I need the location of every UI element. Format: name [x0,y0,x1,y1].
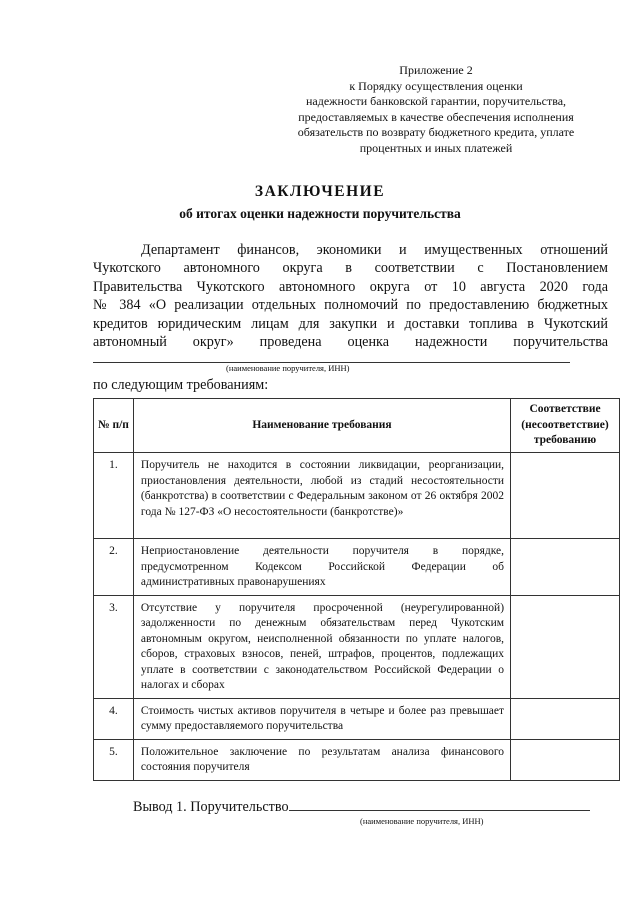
row-text: Положительное заключение по результатам анализа финансового состояния поручителя [133,739,510,780]
intro-line: Правительства Чукотского автономного округа от 10 августа 2020 года [93,278,608,295]
header-name: Наименование требования [133,399,510,453]
conclusion [133,797,590,816]
document-title: ЗАКЛЮЧЕНИЕ [254,183,386,200]
annex-line: к Порядку осуществления оценки [349,78,523,93]
requirements-intro: по следующим требованиям: [93,377,269,393]
annex-line: обязательств по возврату бюджетного кредита, уплате [297,125,575,140]
header-num: № п/п [94,399,134,453]
annex-line: Приложение 2 [399,63,473,77]
intro-line: кредитов юридическим лицам для закупки и доставки топлива в Чукотский [93,315,608,332]
table-row [94,539,620,596]
row-result-cell[interactable] [511,698,620,739]
conclusion-label: Вывод 1. Поручительство [133,799,289,815]
table-row [94,698,620,739]
row-num: 1. [94,453,134,539]
row-num: 2. [94,539,134,596]
table-header-row [94,399,620,453]
row-result-cell[interactable] [511,539,620,596]
table-row [94,453,620,539]
document-subtitle: об итогах оценки надежности поручительства [179,206,461,221]
row-text: Стоимость чистых активов поручителя в четыре и более раз превышает сумму предоставляемого поручительства [133,698,510,739]
row-num: 5. [94,739,134,780]
annex-line: надежности банковской гарантии, поручительства, [305,94,567,109]
intro-line: автономный округ» проведена оценка надежности поручительства [93,334,608,351]
row-text: Поручитель не находится в состоянии ликвидации, реорганизации, приостановления деятельности, любой из стадий несостоятельности (банкротства) в соответствии с Федеральным законом от 26 октября 2002 года № 127-ФЗ «О несостоятельности (банкротстве)» [133,453,510,539]
table-row [94,739,620,780]
header-result: Соответствие (несоответствие) требованию [511,399,620,453]
row-text: Отсутствие у поручителя просроченной (неурегулированной) задолженности по денежным обязательствам перед Чукотским автономным округом, неисполненной обязанности по уплате налогов, сборов, страховых взносов, пеней, штрафов, процентов, подлежащих уплате в соответствии с законодательством Российской Федерации о налогах и сборах [133,595,510,698]
row-result-cell[interactable] [511,595,620,698]
table-row [94,595,620,698]
intro-line: Чукотского автономного округа в соответствии с Постановлением [93,260,608,277]
conclusion-caption: (наименование поручителя, ИНН) [360,816,484,826]
annex-header [286,63,586,157]
row-result-cell[interactable] [511,453,620,539]
row-num: 4. [94,698,134,739]
row-text: Неприостановление деятельности поручителя в порядке, предусмотренном Кодексом Российской Федерации об административных правонарушениях [133,539,510,596]
requirements-table [93,398,620,781]
row-num: 3. [94,595,134,698]
conclusion-fill-line[interactable] [289,797,590,811]
annex-line: предоставляемых в качестве обеспечения исполнения [298,109,574,124]
annex-line: процентных и иных платежей [359,140,513,155]
row-result-cell[interactable] [511,739,620,780]
intro-paragraph [93,241,608,351]
guarantor-caption: (наименование поручителя, ИНН) [226,363,350,373]
intro-line: Департамент финансов, экономики и имущественных отношений [141,242,608,258]
intro-line: № 384 «О реализации отдельных полномочий по предоставлению бюджетных [93,297,608,314]
